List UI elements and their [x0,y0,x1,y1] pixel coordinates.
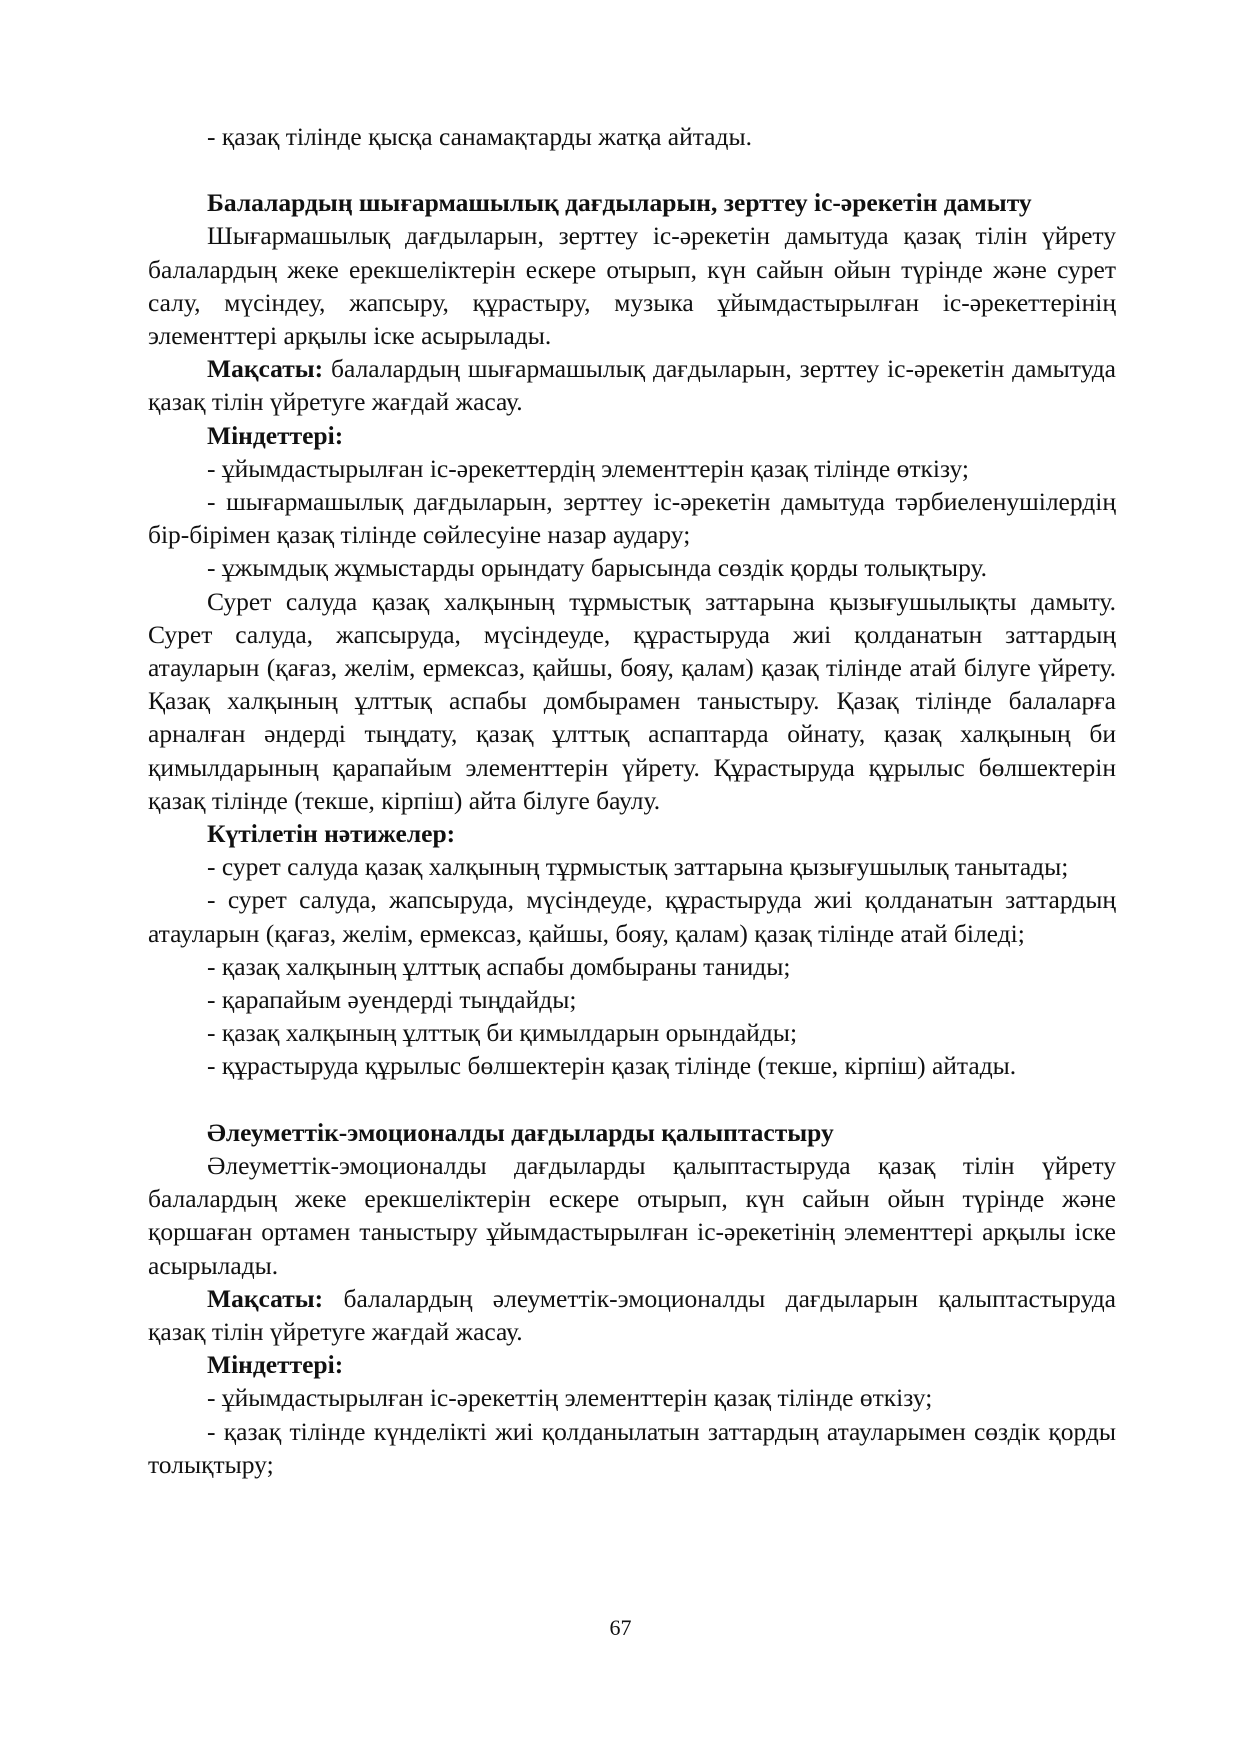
tasks-label: Міндеттері: [207,420,344,450]
goal-paragraph [148,352,1116,418]
page-number: 67 [609,1615,632,1640]
list-item: - ұжымдық жұмыстарды орындату барысында сөздік қорды толықтыру. [207,553,988,583]
paragraph: Әлеуметтік-эмоционалды дағдыларды қалыптастыруда қазақ тілін үйрету балалардың жеке ерекшеліктерін ескере отырып, күн сайын ойын түрінде және қоршаған ортамен таныстыру ұйымдастырылған іс-әрекетінің элементтері арқылы іске асырылады. [148,1150,1116,1280]
section-heading: Балалардың шығармашылық дағдыларын, зерттеу іс-әрекетін дамыту [207,188,1032,218]
page-body [148,120,1116,1481]
list-item: - қазақ тілінде қысқа санамақтарды жатқа айтады. [207,122,752,151]
spacer [148,153,1116,186]
goal-label: Мақсаты: [207,1283,324,1313]
list-item: - сурет салуда, жапсыруда, мүсіндеуде, құрастыруда жиі қолданатын заттардың атауларын (қағаз, желім, ермексаз, қайшы, бояу, қалам) қазақ тілінде атай біледі; [148,885,1116,948]
list-item: - сурет салуда қазақ халқының тұрмыстық заттарына қызығушылық танытады; [207,852,1069,882]
paragraph: Шығармашылық дағдыларын, зерттеу іс-әрекетін дамытуда қазақ тілін үйрету балалардың жеке ерекшеліктерін ескере отырып, күн сайын ойын түрінде және сурет салу, мүсіндеу, жапсыру, құрастыру, музыка ұйымдастырылған іс-әрекеттерінің элементтері арқылы іске асырылады. [148,221,1116,351]
goal-label: Мақсаты: [207,354,324,384]
goal-text: балалардың шығармашылық дағдыларын, зерттеу іс-әрекетін дамытуда қазақ тілін үйретуге жағдай жасау. [148,354,1116,417]
list-item: - құрастыруда құрылыс бөлшектерін қазақ тілінде (текше, кірпіш) айтады. [207,1051,1017,1081]
goal-paragraph [148,1282,1116,1348]
list-item: - шығармашылық дағдыларын, зерттеу іс-әрекетін дамытуда тәрбиеленушілердің бір-бірімен қазақ тілінде сөйлесуіне назар аудару; [148,487,1116,550]
spacer [148,1083,1116,1116]
list-item: - қазақ халқының ұлттық би қимылдарын орындайды; [207,1018,798,1048]
section-heading: Әлеуметтік-эмоционалды дағдыларды қалыптастыру [207,1117,834,1147]
list-item: - ұйымдастырылған іс-әрекеттердің элементтерін қазақ тілінде өткізу; [207,453,969,483]
paragraph: Сурет салуда қазақ халқының тұрмыстық заттарына қызығушылықты дамыту. Сурет салуда, жапсыруда, мүсіндеуде, құрастыруда жиі қолданатын заттардың атауларын (қағаз, желім, ермексаз, қайшы, бояу, қалам) қазақ тілінде атай білуге үйрету. Қазақ халқының ұлттық аспабы домбырамен таныстыру. Қазақ тілінде балаларға арналған әндерді тыңдату, қазақ ұлттық аспаптарда ойнату, қазақ халқының би қимылдарының қарапайым элементтерін үйрету. Құрастыруда құрылыс бөлшектерін қазақ тілінде (текше, кірпіш) айта білуге баулу. [148,586,1116,815]
list-item: - қазақ халқының ұлттық аспабы домбыраны таниды; [207,951,791,981]
list-item: - ұйымдастырылған іс-әрекеттің элементтерін қазақ тілінде өткізу; [207,1383,933,1413]
results-label: Күтілетін нәтижелер: [207,819,456,849]
list-item: - қазақ тілінде күнделікті жиі қолданылатын заттардың атауларымен сөздік қорды толықтыру; [148,1416,1116,1479]
goal-text: балалардың әлеуметтік-эмоционалды дағдыларын қалыптастыруда қазақ тілін үйретуге жағдай жасау. [148,1283,1116,1346]
list-item: - қарапайым әуендерді тыңдайды; [207,985,577,1015]
tasks-label: Міндеттері: [207,1350,344,1380]
